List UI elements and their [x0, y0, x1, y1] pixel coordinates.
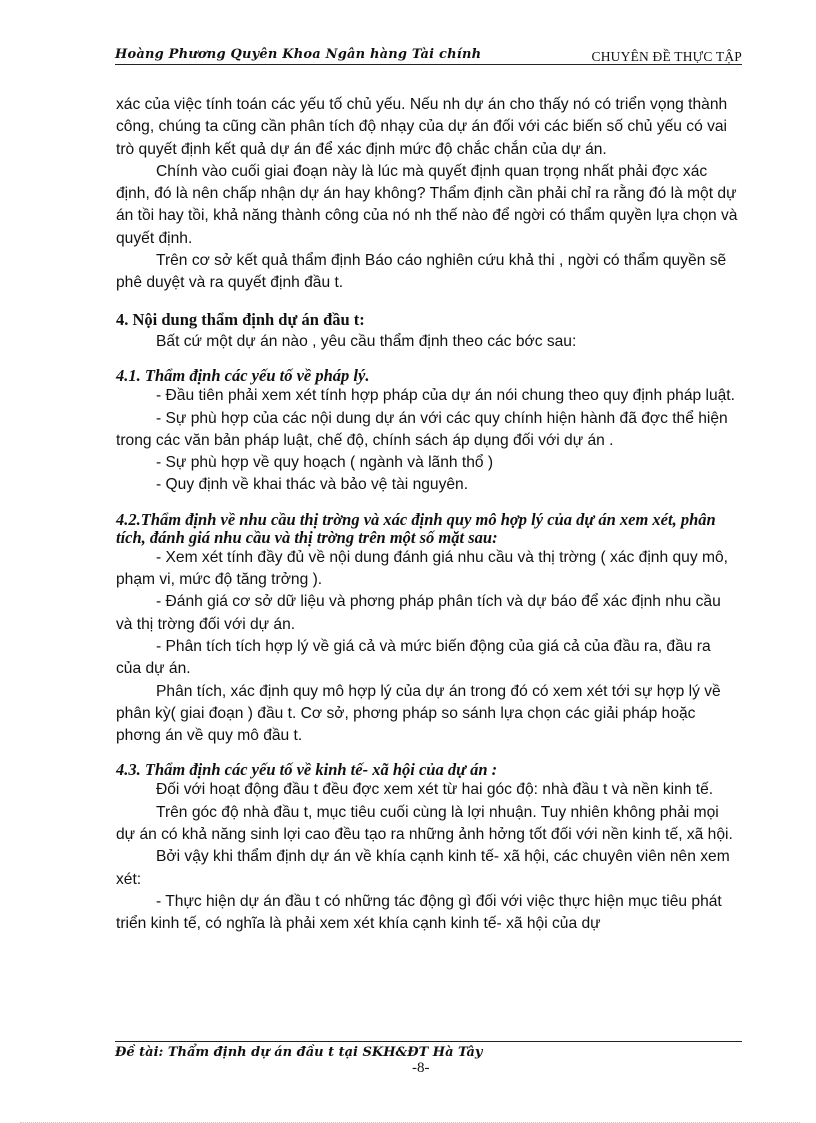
page-number: -8- [412, 1060, 430, 1076]
subsection-heading: 4.2.Thẩm định về nhu cầu thị trờng và xác định quy mô hợp lý của dự án xem xét, phân tích, đánh giá nhu cầu và thị trờng trên một số mặt sau: [116, 509, 716, 547]
paragraph: - Sự phù hợp của các nội dung dự án với các quy chính hiện hành đã đợc thể hiện trong các văn bản pháp luật, chế độ, chính sách áp dụng đối với dự án . [116, 409, 728, 449]
section-heading: 4. Nội dung thẩm định dự án đầu t: [116, 309, 365, 329]
header-author: Hoàng Phương Quyên Khoa Ngân hàng Tài chính [115, 47, 482, 62]
paragraph: - Phân tích tích hợp lý về giá cả và mức biến động của giá cả của đầu ra, đầu ra của dự án. [116, 637, 711, 678]
paragraph: xác của việc tính toán các yếu tố chủ yếu. Nếu nh dự án cho thấy nó có triển vọng thành công, chúng ta cũng cần phân tích độ nhạy của dự án đối với các biến số chủ yếu có vai trò quyết định kết quả dự án để xác định mức độ chắc chắn của dự án. [116, 96, 728, 158]
paragraph: - Đầu tiên phải xem xét tính hợp pháp của dự án nói chung theo quy định pháp luật. [156, 387, 735, 405]
paragraph: - Đánh giá cơ sở dữ liệu và phơng pháp phân tích và dự báo để xác định nhu cầu và thị trờng đối với dự án. [116, 593, 721, 633]
subsection-heading: 4.3. Thẩm định các yếu tố về kinh tế- xã hội của dự án : [116, 760, 498, 780]
paragraph: Phân tích, xác định quy mô hợp lý của dự án trong đó có xem xét tới sự hợp lý về phân kỳ( giai đoạn ) đầu t. Cơ sở, phơng pháp so sánh lựa chọn các giải pháp hoặc phơng án về quy mô đầu t. [116, 682, 721, 745]
paragraph: Bất cứ một dự án nào , yêu cầu thẩm định theo các bớc sau: [156, 332, 577, 350]
paragraph: Trên cơ sở kết quả thẩm định Báo cáo nghiên cứu khả thi , ngời có thẩm quyền sẽ phê duyệt và ra quyết định đầu t. [116, 252, 727, 292]
paragraph: - Sự phù hợp về quy hoạch ( ngành và lãnh thổ ) [156, 454, 494, 472]
paragraph: Đối với hoạt động đầu t đều đợc xem xét từ hai góc độ: nhà đầu t và nền kinh tế. [156, 781, 714, 799]
document-body [116, 94, 740, 936]
footer-rule [115, 1041, 742, 1042]
subsection-heading: 4.1. Thẩm định các yếu tố về pháp lý. [116, 366, 370, 386]
paragraph: Bởi vậy khi thẩm định dự án về khía cạnh kinh tế- xã hội, các chuyên viên nên xem xét: [116, 848, 730, 888]
paragraph: - Xem xét tính đầy đủ về nội dung đánh giá nhu cầu và thị trờng ( xác định quy mô, phạm vi, mức độ tăng trởng ). [116, 548, 728, 589]
header-title: CHUYÊN ĐỀ THỰC TẬP [591, 49, 742, 64]
header-rule [115, 64, 742, 65]
paragraph: - Quy định về khai thác và bảo vệ tài nguyên. [156, 476, 469, 494]
paragraph: - Thực hiện dự án đầu t có những tác động gì đối với việc thực hiện mục tiêu phát triển kinh tế, có nghĩa là phải xem xét khía cạnh kinh tế- xã hội của dự [116, 892, 722, 933]
footer-topic: Đề tài: Thẩm định dự án đầu t tại SKH&ĐT Hà Tây [115, 1045, 483, 1060]
paragraph: Trên góc độ nhà đầu t, mục tiêu cuối cùng là lợi nhuận. Tuy nhiên không phải mọi dự án có khả năng sinh lợi cao đều tạo ra những ảnh hởng tốt đối với nền kinh tế, xã hội. [116, 803, 733, 844]
paragraph: Chính vào cuối giai đoạn này là lúc mà quyết định quan trọng nhất phải đợc xác định, đó là nên chấp nhận dự án hay không? Thẩm định cần phải chỉ ra rằng đó là một dự án tồi hay tồi, khả năng thành công của nó nh thế nào để ngời có thẩm quyền lựa chọn và quyết định. [116, 162, 738, 247]
